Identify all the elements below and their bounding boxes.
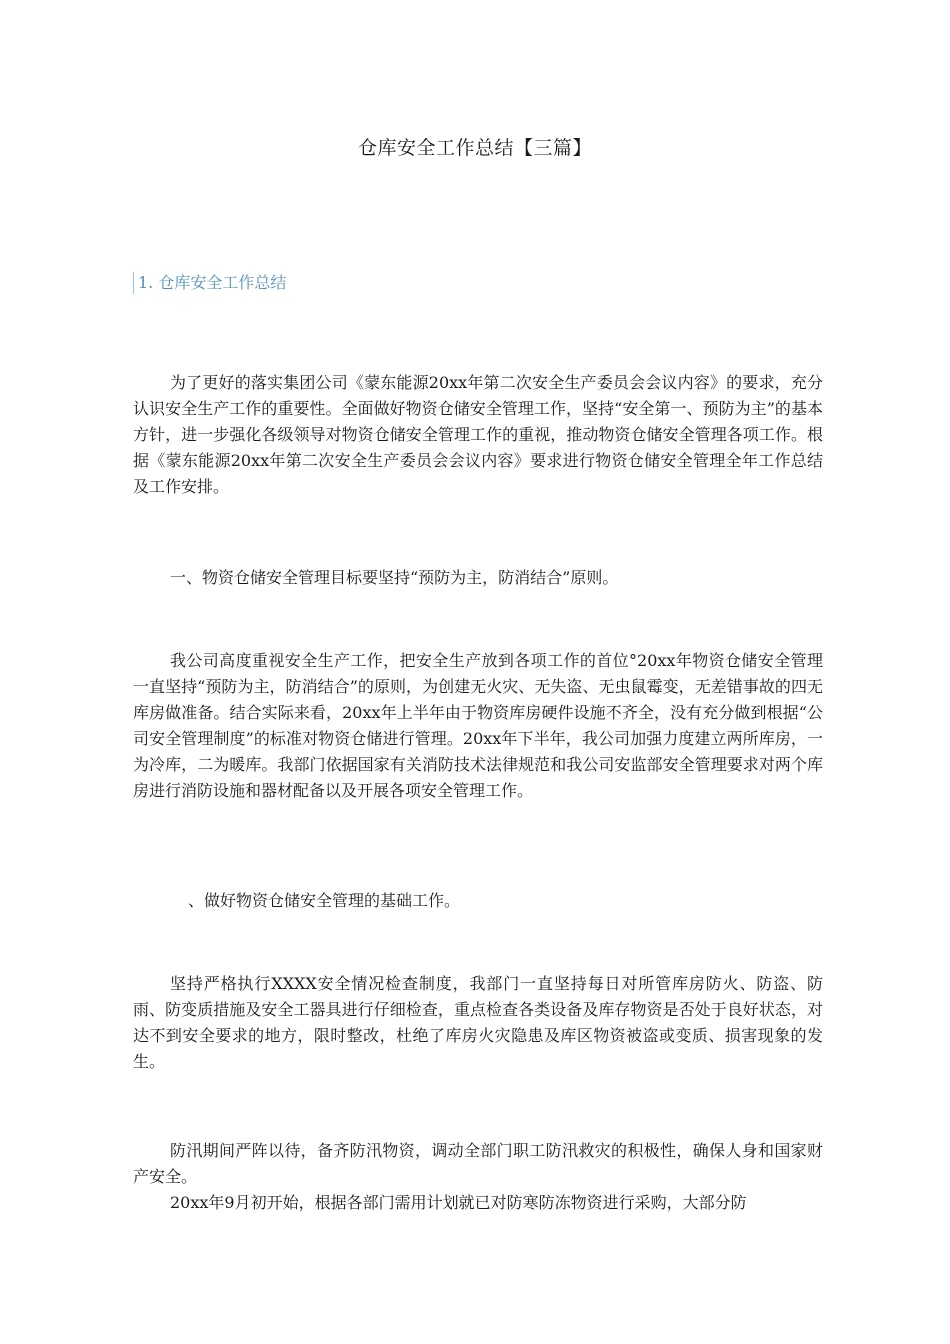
document-title: 仓库安全工作总结【三篇】 <box>357 137 592 159</box>
paragraph-flood-control: 防汛期间严阵以待，备齐防汛物资，调动全部门职工防汛救灾的积极性，确保人身和国家财产安全。 <box>133 1141 823 1186</box>
paragraph-company-safety: 我公司高度重视安全生产工作，把安全生产放到各项工作的首位°20xx年物资仓储安全管理一直坚持“预防为主，防消结合”的原则，为创建无火灾、无失盗、无虫鼠霉变，无差错事故的四无库房做准备。结合实际来看，20xx年上半年由于物资库房硬件设施不齐全，没有充分做到根据“公司安全管理制度”的标准对物资仓储进行管理。20xx年下半年，我公司加强力度建立两所库房，一为冷库，二为暖库。我部门依据国家有关消防技术法律规范和我公司安监部安全管理要求对两个库房进行消防设施和器材配备以及开展各项安全管理工作。 <box>133 651 823 800</box>
paragraph-goal-heading: 一、物资仓储安全管理目标要坚持“预防为主，防消结合”原则。 <box>170 568 619 587</box>
paragraph-winter-procurement: 20xx年9月初开始，根据各部门需用计划就已对防寒防冻物资进行采购，大部分防 <box>170 1193 747 1212</box>
section-heading[interactable]: 1. 仓库安全工作总结 <box>133 272 286 294</box>
paragraph-inspection: 坚持严格执行XXXX安全情况检查制度，我部门一直坚持每日对所管库房防火、防盗、防雨、防变质措施及安全工器具进行仔细检查，重点检查各类设备及库存物资是否处于良好状态，对达不到安全要求的地方，限时整改，杜绝了库房火灾隐患及库区物资被盗或变质、损害现象的发生。 <box>133 974 823 1071</box>
paragraph-basic-work-heading: 、做好物资仓储安全管理的基础工作。 <box>188 891 461 910</box>
paragraph-intro: 为了更好的落实集团公司《蒙东能源20xx年第二次安全生产委员会会议内容》的要求，充分认识安全生产工作的重要性。全面做好物资仓储安全管理工作，坚持“安全第一、预防为主”的基本方针，进一步强化各级领导对物资仓储安全管理工作的重视，推动物资仓储安全管理各项工作。根据《蒙东能源20xx年第二次安全生产委员会会议内容》要求进行物资仓储安全管理全年工作总结及工作安排。 <box>133 373 823 496</box>
